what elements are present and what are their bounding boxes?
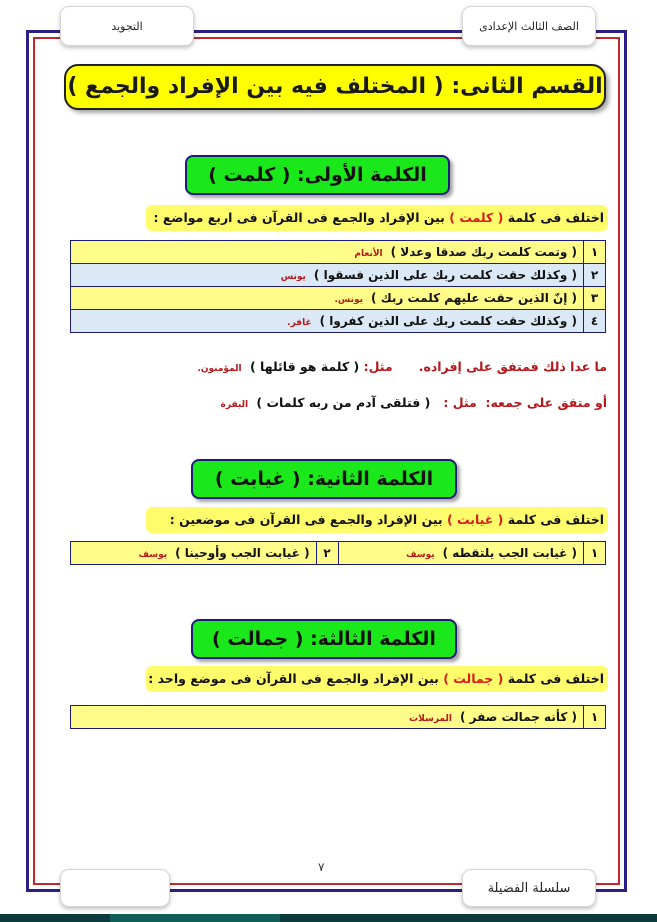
note-example-label: مثل:: [363, 359, 393, 374]
sura-name: المرسلات: [409, 714, 452, 724]
verse-cell: [71, 706, 584, 729]
word-1-verses-table: [70, 240, 606, 333]
intro-pre: اختلف فى كلمة: [507, 512, 604, 527]
table-row: [71, 542, 606, 565]
verse-text: ( وكذلك حقت كلمت ربك على الذين فسقوا ): [313, 268, 577, 282]
intro-post: بين الإفراد والجمع فى القرآن فى اربع مواضع :: [153, 210, 445, 225]
verse-number: ١: [584, 542, 606, 565]
verse-number: ٢: [316, 542, 338, 565]
verse-number: ٣: [584, 287, 606, 310]
verse-cell: [71, 542, 317, 565]
sura-name: يونس: [280, 272, 306, 282]
note-label: ما عدا ذلك فمتفق على إفراده.: [418, 359, 607, 374]
word-2-intro: [146, 507, 608, 533]
note-plural: [221, 395, 607, 410]
verse-text: ( إنّ الذين حقت عليهم كلمت ربك ): [371, 291, 577, 305]
verse-text: ( غيابت الجب يلتقطه ): [442, 546, 577, 560]
intro-post: بين الإفراد والجمع فى القرآن فى موضع واحد :: [148, 671, 439, 686]
verse-text: ( وكذلك حقت كلمت ربك على الذين كفروا ): [319, 314, 577, 328]
word-1-intro: [146, 205, 608, 231]
verse-cell: [338, 542, 583, 565]
verse-cell: [71, 287, 584, 310]
table-row: [71, 241, 606, 264]
verse-cell: [71, 241, 584, 264]
sura-name: المؤمنون.: [197, 364, 242, 374]
table-row: [71, 264, 606, 287]
sura-name: غافر.: [287, 318, 312, 328]
verse-text: ( وتمت كلمت ربك صدقا وعدلا ): [390, 245, 577, 259]
verse-number: ٢: [584, 264, 606, 287]
header-grade-tab: الصف الثالث الإعدادى: [462, 6, 596, 46]
word-3-verses-table: [70, 705, 606, 729]
word-2-verses-table: [70, 541, 606, 565]
word-title-1: الكلمة الأولى: ( كلمت ): [185, 155, 450, 195]
section-title: القسم الثانى: ( المختلف فيه بين الإفراد والجمع ): [64, 64, 606, 110]
note-example: ( فتلقى آدم من ربه كلمات ): [256, 395, 431, 410]
footer-left-tab: [60, 869, 170, 907]
verse-number: ١: [584, 241, 606, 264]
table-row: [71, 706, 606, 729]
table-row: [71, 310, 606, 333]
note-example-label: مثل :: [443, 395, 477, 410]
note-singular: [197, 359, 607, 374]
intro-word: ( كلمت ): [449, 210, 504, 225]
verse-text: ( غيابت الجب وأوحينا ): [175, 546, 310, 560]
bottom-strip-accent: [110, 914, 280, 922]
sura-name: يوسف: [406, 550, 435, 560]
sura-name: البقرة: [220, 400, 249, 410]
table-row: [71, 287, 606, 310]
word-title-2: الكلمة الثانية: ( غيابت ): [191, 459, 457, 499]
verse-cell: [71, 264, 584, 287]
intro-pre: اختلف فى كلمة: [507, 671, 604, 686]
header-subject-tab: التجويد: [60, 6, 194, 46]
word-3-intro: [146, 666, 608, 692]
intro-word: ( جمالت ): [443, 671, 504, 686]
intro-word: ( غيابت ): [446, 512, 504, 527]
footer-series-tab: سلسلة الفضيلة: [462, 869, 596, 907]
sura-name: الأنعام: [354, 249, 383, 259]
note-label: أو متفق على جمعه:: [485, 395, 607, 410]
intro-post: بين الإفراد والجمع فى القرآن فى موضعين :: [169, 512, 443, 527]
sura-name: يوسف: [138, 550, 168, 560]
verse-text: ( كأنه جمالت صفر ): [459, 710, 577, 724]
verse-number: ٤: [584, 310, 606, 333]
note-example: ( كلمة هو قائلها ): [249, 359, 360, 374]
page-number: ٧: [318, 860, 325, 874]
sura-name: يونس.: [334, 295, 364, 305]
bottom-strip: [0, 914, 657, 922]
intro-pre: اختلف فى كلمة: [507, 210, 604, 225]
verse-number: ١: [584, 706, 606, 729]
verse-cell: [71, 310, 584, 333]
word-title-3: الكلمة الثالثة: ( جمالت ): [191, 619, 457, 659]
